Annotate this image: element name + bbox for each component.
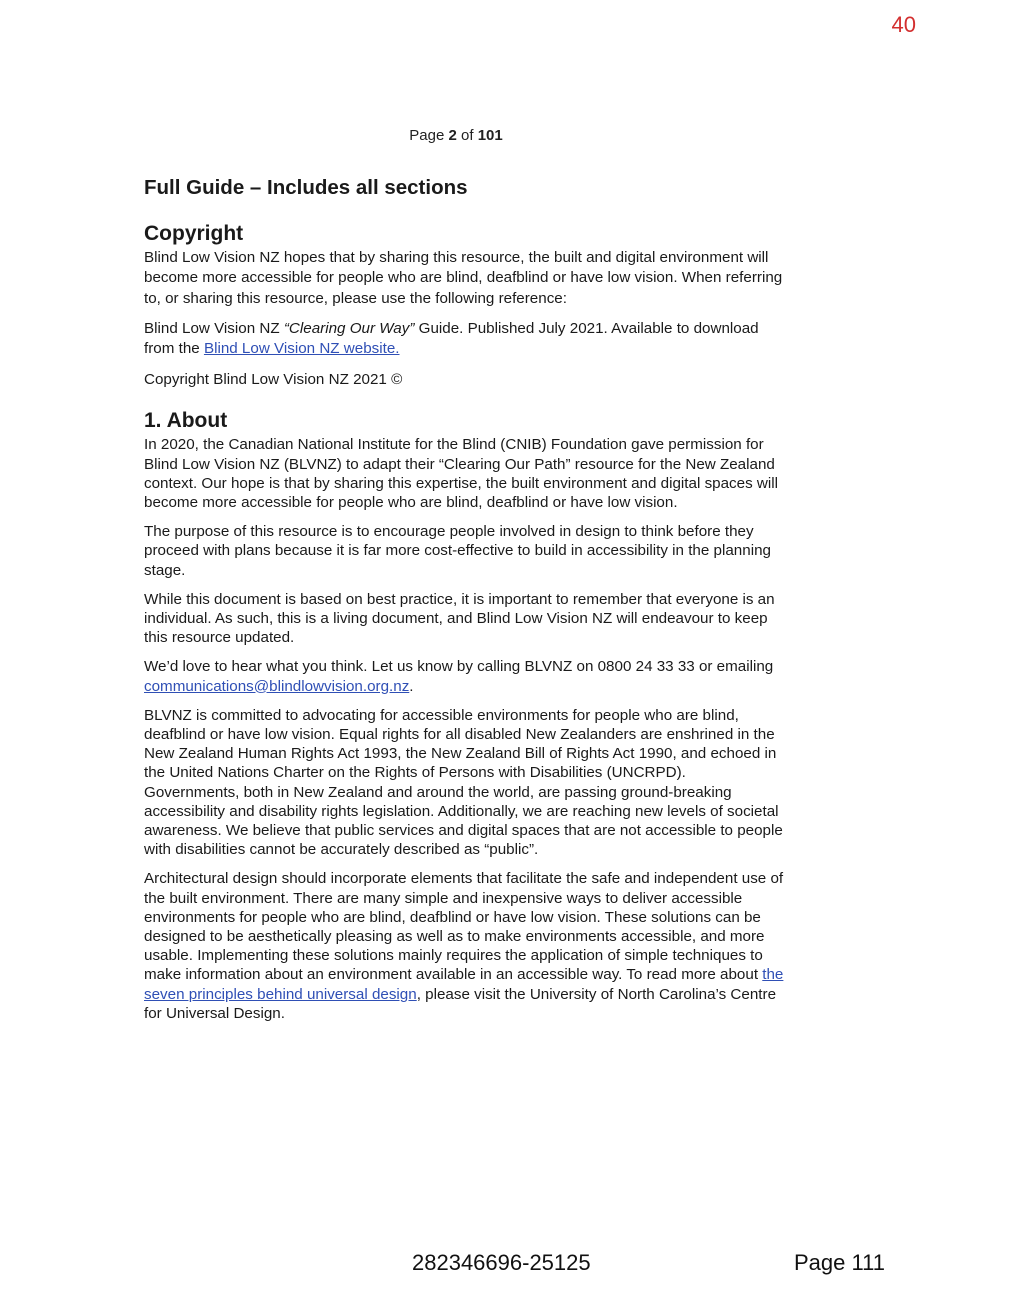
guide-title: Full Guide – Includes all sections [144,176,468,199]
contact-email-link[interactable]: communications@blindlowvision.org.nz [144,677,410,695]
about-paragraph-3: While this document is based on best practice, it is important to remember that everyone is an individual. As such, this is a living document, and Blind Low Vision NZ will endeavour to keep this resource updated. [144,590,775,647]
reference-prefix: Blind Low Vision NZ [144,320,284,337]
about-heading: 1. About [144,409,228,433]
copyright-paragraph: Blind Low Vision NZ hopes that by sharing this resource, the built and digital environment will become more accessible for people who are blind, deafblind or have low vision. When referring to, or sharing this resource, please use the following reference: [144,248,783,307]
page-counter-prefix: Page [409,127,445,144]
blvnz-website-link[interactable]: Blind Low Vision NZ website. [203,340,400,358]
page-counter-current: 2 [448,127,457,144]
about-paragraph-5: BLVNZ is committed to advocating for accessible environments for people who are blind, deafblind or have low vision. Equal rights for all disabled New Zealanders are enshrined in the New Zealand Human Rights Act 1993, the New Zealand Bill of Rights Act 1990, and echoed in the United Nations Charter on the Rights of Persons with Disabilities (UNCRPD). Governments, both in New Zealand and around the world, are passing ground-breaking accessibility and disability rights legislation. Additionally, we are reaching new levels of societal awareness. We believe that public services and digital spaces that are not accessible to people with disabilities cannot be accurately described as “public”. [144,706,783,859]
document-body [144,176,784,1033]
about-paragraph-1: In 2020, the Canadian National Institute for the Blind (CNIB) Foundation gave permission for Blind Low Vision NZ (BLVNZ) to adapt their “Clearing Our Path” resource for the New Zealand context. Our hope is that by sharing this expertise, the built environment and digital spaces will become more accessible for people who are blind, deafblind or have low vision. [144,436,778,512]
page-counter-total: 101 [477,127,503,144]
page-counter [0,127,912,144]
corner-page-number: 40 [891,12,916,37]
about-section [144,408,784,1023]
universal-design-link[interactable]: the seven principles behind universal design [144,966,784,1003]
about-paragraph-4 [144,657,784,695]
design-text: Architectural design should incorporate elements that facilitate the safe and independent use of the built environment. There are many simple and inexpensive ways to deliver accessible environments for people who are blind, deafblind or have low vision. These solutions can be designed to be aesthetically pleasing as well as to make environments accessible, and more usable. Implementing these solutions mainly requires the application of simple techniques to make information about an environment available in an accessible way. To read more about [144,870,784,984]
footer-page-number: Page 111 [794,1250,885,1275]
reference-middle: Guide. Published July 2021. Available to download from the [144,320,759,358]
reference-title: “Clearing Our Way” [283,320,415,337]
copyright-notice: Copyright Blind Low Vision NZ 2021 © [144,370,403,388]
contact-text: We’d love to hear what you think. Let us know by calling BLVNZ on 0800 24 33 33 or emailing [144,658,774,676]
page-counter-of: of [461,127,474,144]
copyright-heading: Copyright [144,221,244,245]
contact-text-end: . [409,677,414,695]
about-paragraph-6 [144,869,784,1023]
reference-paragraph [144,319,784,360]
about-paragraph-2: The purpose of this resource is to encourage people involved in design to think before they proceed with plans because it is far more cost-effective to build in accessibility in the planning stage. [144,523,771,579]
copyright-section [144,221,784,391]
design-text-end: , please visit the University of North Carolina’s Centre for Universal Design. [144,985,777,1022]
footer-document-id: 282346696-25125 [412,1250,591,1275]
